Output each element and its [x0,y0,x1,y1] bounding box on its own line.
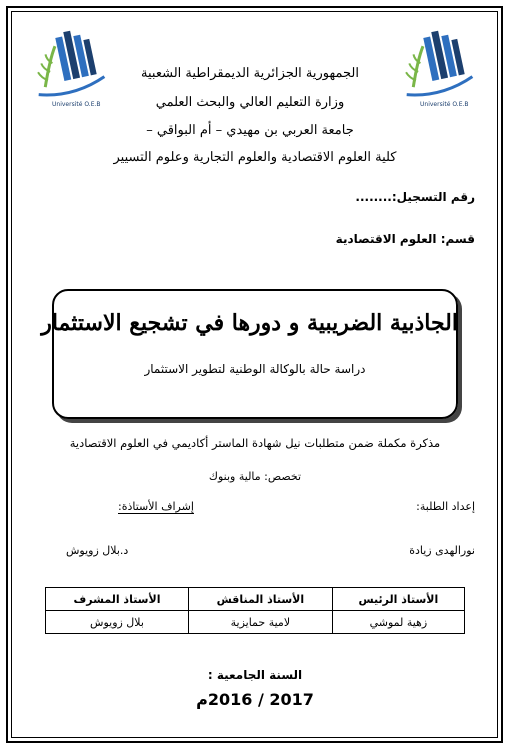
jury-name-examiner: لامية حمايزية [188,611,332,634]
thesis-subtitle: دراسة حالة بالوكالة الوطنية لتطوير الاستثمار [144,362,366,376]
supervisor-label-text: إشراف الأستاذة: [118,500,194,513]
academic-year-label: السنة الجامعية : [207,668,303,682]
university-logo-right [390,26,482,112]
header-faculty: كلية العلوم الاقتصادية والعلوم التجارية وعلوم التسيير [113,150,397,165]
jury-header-president: الأستاذ الرئيس [332,588,464,611]
jury-names-row [46,611,465,634]
jury-table [45,587,465,634]
svg-text:Université O.E.B: Université O.E.B [52,101,101,108]
header-republic: الجمهورية الجزائرية الديمقراطية الشعبية [141,66,359,81]
memo-statement: مذكرة مكملة ضمن متطلبات نيل شهادة الماستر أكاديمي في العلوم الاقتصادية [69,436,441,450]
department: قسم: العلوم الاقتصادية [335,232,475,246]
jury-header-examiner: الأستاذ المناقش [188,588,332,611]
supervisor-name: د.بلال زويوش [66,544,129,557]
jury-header-supervisor: الأستاذ المشرف [46,588,189,611]
specialty: تخصص: مالية وبنوك [208,470,302,483]
thesis-title: الجاذبية الضريبية و دورها في تشجيع الاستثمار [41,310,458,336]
student-name: نورالهدى زيادة [409,544,475,557]
registration-number: رقم التسجيل:........ [355,190,475,204]
jury-name-supervisor: بلال زويوش [46,611,189,634]
jury-name-president: زهية لموشي [332,611,464,634]
svg-text:Université O.E.B: Université O.E.B [420,101,469,108]
header-ministry: وزارة التعليم العالي والبحث العلمي [155,95,345,110]
title-box [41,289,458,419]
supervisor-label [118,500,194,513]
header-university: جامعة العربي بن مهيدي – أم البواقي – [146,123,354,138]
jury-header-row [46,588,465,611]
academic-year: 2017 / 2016م [196,690,314,709]
students-label: إعداد الطلبة: [416,500,475,513]
